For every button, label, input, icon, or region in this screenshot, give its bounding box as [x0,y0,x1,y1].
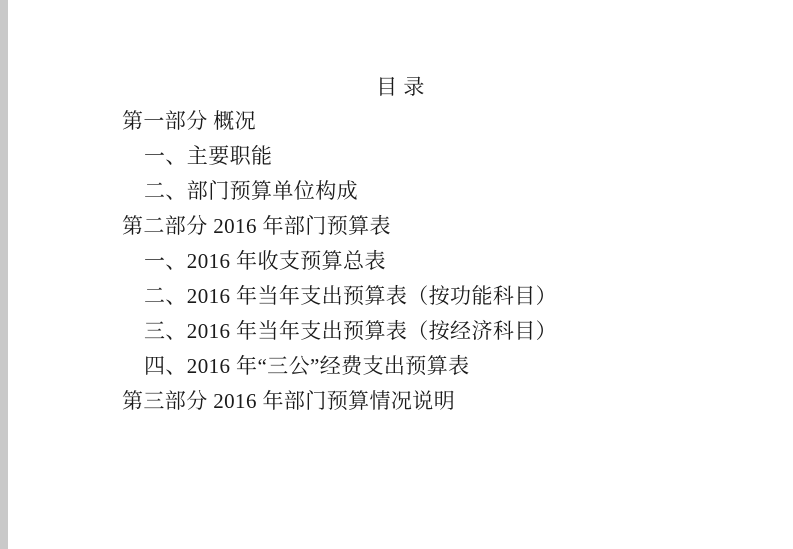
toc-entry-part2-item3: 三、2016 年当年支出预算表（按经济科目） [144,319,558,343]
table-of-contents [8,104,793,419]
toc-entry-part2-item1: 一、2016 年收支预算总表 [144,249,386,273]
toc-entry-part1: 第一部分 概况 [122,109,257,133]
page-title: 目 录 [376,75,425,99]
toc-entry-part2-item4: 四、2016 年“三公”经费支出预算表 [144,354,470,378]
toc-entry-part2: 第二部分 2016 年部门预算表 [122,214,391,238]
toc-entry-part1-item2: 二、部门预算单位构成 [144,179,358,203]
toc-entry-part1-item1: 一、主要职能 [144,144,273,168]
toc-entry-part3: 第三部分 2016 年部门预算情况说明 [122,389,456,413]
toc-entry-part2-item2: 二、2016 年当年支出预算表（按功能科目） [144,284,558,308]
document-page [8,0,793,549]
left-edge-strip [0,0,8,549]
